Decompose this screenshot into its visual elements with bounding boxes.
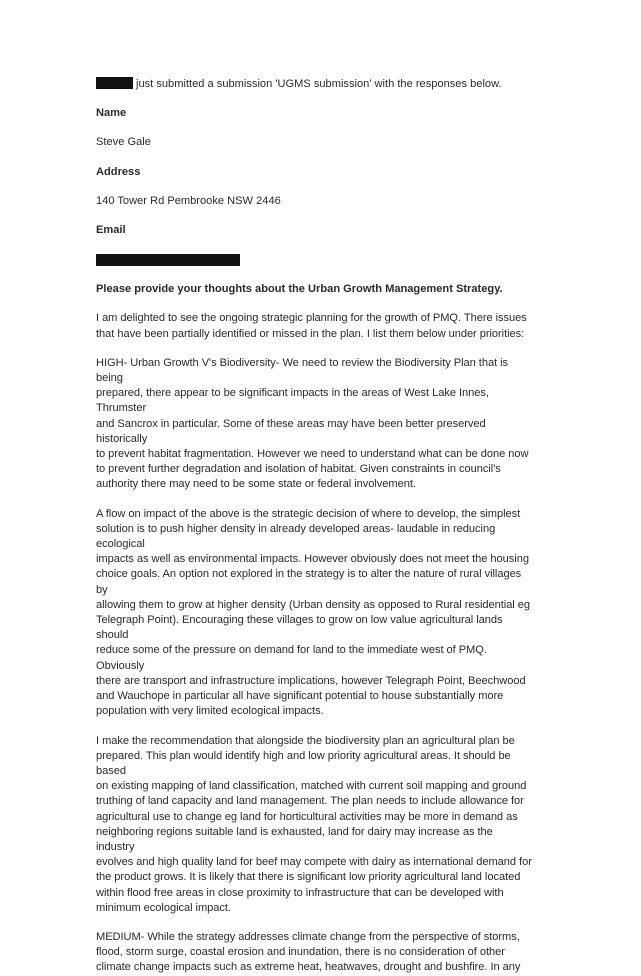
- submission-intro: [96, 77, 532, 92]
- address-value: 140 Tower Rd Pembrooke NSW 2446: [96, 194, 281, 207]
- response-paragraph: HIGH- Urban Growth V's Biodiversity- We need to review the Biodiversity Plan that is being prepared, there appear to be significant impacts in the areas of West Lake Innes, Thrumster and Sancrox in particular. Some of these areas may have been better preserved historically to prevent habitat fragmentation. However we need to understand what can be done now to prevent further degradation and isolation of habitat. Given constraints in council's authority there may need to be some state or federal involvement.: [96, 356, 529, 491]
- question-heading: Please provide your thoughts about the Urban Growth Management Strategy.: [96, 283, 503, 296]
- address-label: Address: [96, 165, 141, 178]
- email-label: Email: [96, 224, 126, 237]
- response-paragraph: MEDIUM- While the strategy addresses climate change from the perspective of storms, flood, storm surge, coastal erosion and inundation, there is no consideration of other climate change impacts such as extreme heat, heatwaves, drought and bushfire. In any: [96, 930, 521, 974]
- response-paragraph: A flow on impact of the above is the strategic decision of where to develop, the simplest solution is to push higher density in already developed areas- laudable in reducing ecological impacts as well as environmental impacts. However obviously does not meet the housing choice goals. An option not explored in the strategy is to alter the nature of rural villages by allowing them to grow at higher density (Urban density as opposed to Rural residential eg Telegraph Point). Encouraging these villages to grow on low value agricultural lands should reduce some of the pressure on demand for land to the immediate west of PMQ. Obviously there are transport and infrastructure implications, however Telegraph Point, Beechwood and Wauchope in particular all have significant potential to house substantially more population with very limited ecological impacts.: [96, 507, 530, 718]
- redacted-email: [96, 254, 240, 266]
- response-paragraph: I make the recommendation that alongside the biodiversity plan an agricultural plan be prepared. This plan would identify high and low priority agricultural areas. It should be based on existing mapping of land classification, matched with current soil mapping and ground truthing of land capacity and land management. The plan needs to include allowance for agricultural use to change eg land for horticultural activities may be more in demand as neighboring regions suitable land is exhausted, land for dairy may increase as the industry evolves and high quality land for beef may compete with dairy as international demand for the product grows. It is likely that there is significant low priority agricultural land located within flood free areas in close proximity to infrastructure that can be developed with minimum ecological impact.: [96, 734, 532, 914]
- response-paragraph: I am delighted to see the ongoing strategic planning for the growth of PMQ. There issues that have been partially identified or missed in the plan. I list them below under priorities:: [96, 312, 527, 340]
- redacted-submitter-name: [96, 77, 133, 89]
- submission-content: [96, 77, 532, 976]
- name-value: Steve Gale: [96, 136, 151, 149]
- submission-intro-text: just submitted a submission 'UGMS submission' with the responses below.: [136, 78, 502, 90]
- name-label: Name: [96, 107, 127, 120]
